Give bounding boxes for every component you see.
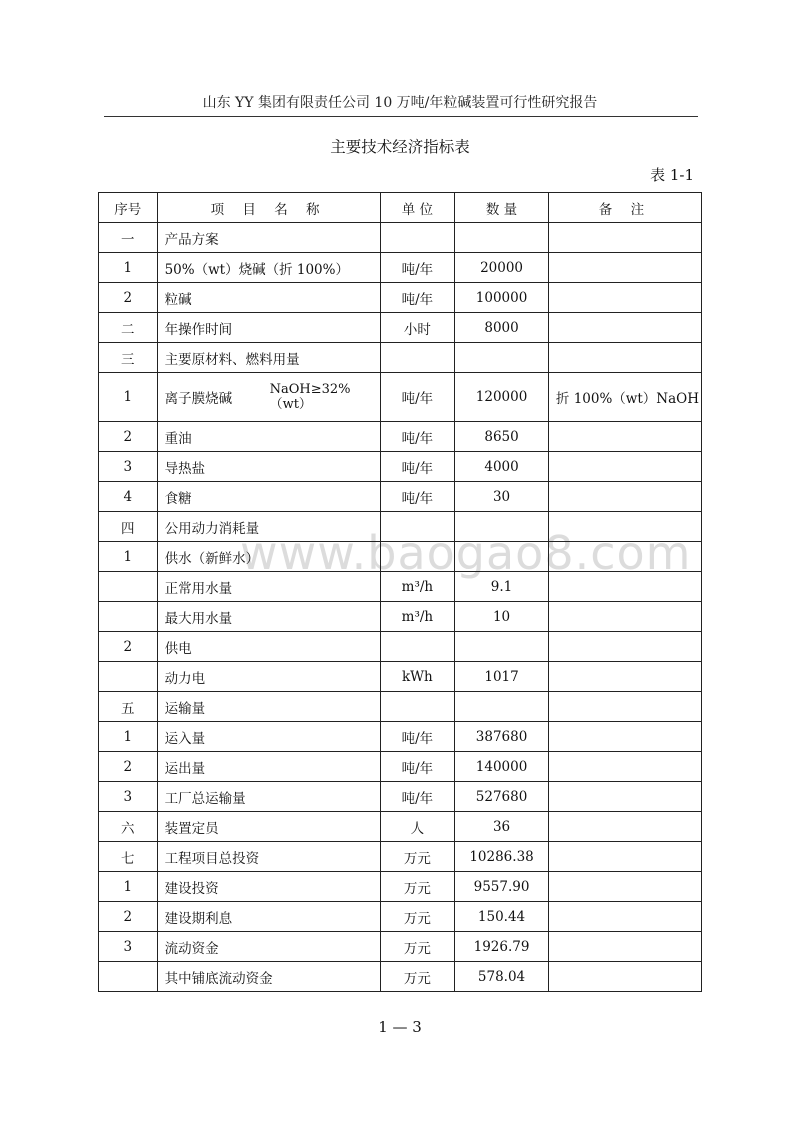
cell-qty: [455, 542, 549, 572]
cell-unit: 万元: [380, 932, 455, 962]
cell-item: 建设期利息: [157, 902, 380, 932]
cell-item: 其中铺底流动资金: [157, 962, 380, 992]
cell-qty: [455, 512, 549, 542]
cell-seq: 2: [99, 283, 158, 313]
cell-qty: 30: [455, 482, 549, 512]
header-item: 项 目 名 称: [157, 193, 380, 223]
cell-qty: [455, 632, 549, 662]
cell-item: 产品方案: [157, 223, 380, 253]
cell-qty: 1017: [455, 662, 549, 692]
cell-seq: [99, 572, 158, 602]
cell-unit: 万元: [380, 902, 455, 932]
cell-item: 工厂总运输量: [157, 782, 380, 812]
cell-note: [548, 542, 701, 572]
table-row: [99, 482, 702, 512]
header-qty: 数 量: [455, 193, 549, 223]
header-divider: [104, 116, 698, 117]
cell-seq: [99, 602, 158, 632]
cell-unit: 吨/年: [380, 373, 455, 422]
cell-item: 供电: [157, 632, 380, 662]
cell-seq: 4: [99, 482, 158, 512]
cell-qty: 8650: [455, 422, 549, 452]
cell-qty: 1926.79: [455, 932, 549, 962]
table-row: [99, 452, 702, 482]
cell-qty: [455, 223, 549, 253]
cell-item: 运输量: [157, 692, 380, 722]
table-row: [99, 373, 702, 422]
cell-item: 工程项目总投资: [157, 842, 380, 872]
cell-note: [548, 452, 701, 482]
cell-unit: 吨/年: [380, 722, 455, 752]
table-row: [99, 662, 702, 692]
cell-unit: 吨/年: [380, 253, 455, 283]
table-row: [99, 283, 702, 313]
document-title: 主要技术经济指标表: [330, 138, 470, 156]
cell-note: [548, 482, 701, 512]
cell-seq: 2: [99, 752, 158, 782]
cell-note: [548, 752, 701, 782]
cell-item: 食糖: [157, 482, 380, 512]
cell-qty: 20000: [455, 253, 549, 283]
cell-note: [548, 223, 701, 253]
cell-seq: 六: [99, 812, 158, 842]
cell-qty: 140000: [455, 752, 549, 782]
table-row: [99, 422, 702, 452]
cell-seq: 1: [99, 373, 158, 422]
cell-qty: 120000: [455, 373, 549, 422]
table-row: [99, 902, 702, 932]
table-row: [99, 752, 702, 782]
cell-item: [157, 373, 380, 422]
cell-qty: 36: [455, 812, 549, 842]
table-body: [99, 223, 702, 992]
cell-qty: 8000: [455, 313, 549, 343]
watermark: www.baogao8.com: [240, 526, 692, 580]
cell-note: [548, 283, 701, 313]
cell-seq: 1: [99, 872, 158, 902]
cell-item: 年操作时间: [157, 313, 380, 343]
cell-unit: 吨/年: [380, 452, 455, 482]
cell-note: [548, 662, 701, 692]
cell-qty: 527680: [455, 782, 549, 812]
table-row: [99, 223, 702, 253]
cell-item: 供水（新鲜水）: [157, 542, 380, 572]
cell-seq: 1: [99, 722, 158, 752]
cell-unit: m³/h: [380, 602, 455, 632]
cell-note: [548, 902, 701, 932]
cell-seq: 四: [99, 512, 158, 542]
cell-qty: 10286.38: [455, 842, 549, 872]
cell-unit: 万元: [380, 872, 455, 902]
table-row: [99, 872, 702, 902]
item-name: 离子膜烧碱: [164, 391, 233, 407]
cell-seq: 七: [99, 842, 158, 872]
cell-qty: 100000: [455, 283, 549, 313]
cell-item: 导热盐: [157, 452, 380, 482]
cell-item: 流动资金: [157, 932, 380, 962]
cell-item: 50%（wt）烧碱（折 100%）: [157, 253, 380, 283]
header-unit: 单 位: [380, 193, 455, 223]
cell-qty: 9.1: [455, 572, 549, 602]
indicator-table: [98, 192, 702, 992]
cell-note: [548, 722, 701, 752]
cell-unit: [380, 542, 455, 572]
cell-unit: 万元: [380, 962, 455, 992]
cell-note: [548, 602, 701, 632]
cell-note: [548, 343, 701, 373]
cell-unit: [380, 223, 455, 253]
cell-qty: 9557.90: [455, 872, 549, 902]
cell-qty: 10: [455, 602, 549, 632]
cell-item: 粒碱: [157, 283, 380, 313]
cell-note: [548, 632, 701, 662]
cell-seq: 2: [99, 422, 158, 452]
cell-qty: 387680: [455, 722, 549, 752]
cell-unit: 吨/年: [380, 422, 455, 452]
cell-item: 动力电: [157, 662, 380, 692]
cell-seq: 2: [99, 632, 158, 662]
table-row: [99, 632, 702, 662]
table-row: [99, 512, 702, 542]
table-row: [99, 343, 702, 373]
cell-seq: 3: [99, 452, 158, 482]
cell-item: 运出量: [157, 752, 380, 782]
cell-seq: 五: [99, 692, 158, 722]
cell-unit: 吨/年: [380, 782, 455, 812]
header-note: 备 注: [548, 193, 701, 223]
cell-note: [548, 692, 701, 722]
header-seq: 序号: [99, 193, 158, 223]
cell-item: 运入量: [157, 722, 380, 752]
cell-qty: [455, 343, 549, 373]
table-row: [99, 572, 702, 602]
cell-note: [548, 313, 701, 343]
cell-unit: [380, 343, 455, 373]
table-row: [99, 542, 702, 572]
cell-unit: [380, 632, 455, 662]
cell-note: 折 100%（wt）NaOH: [548, 373, 701, 422]
cell-seq: [99, 662, 158, 692]
cell-seq: 1: [99, 542, 158, 572]
cell-qty: 4000: [455, 452, 549, 482]
cell-note: [548, 962, 701, 992]
table-row: [99, 602, 702, 632]
cell-note: [548, 932, 701, 962]
table-row: [99, 253, 702, 283]
item-spec: NaOH≥32%（wt）: [269, 382, 351, 412]
cell-note: [548, 872, 701, 902]
cell-unit: 小时: [380, 313, 455, 343]
cell-item: 建设投资: [157, 872, 380, 902]
cell-seq: 一: [99, 223, 158, 253]
cell-unit: 吨/年: [380, 283, 455, 313]
table-row: [99, 962, 702, 992]
cell-unit: 吨/年: [380, 752, 455, 782]
cell-unit: 吨/年: [380, 482, 455, 512]
cell-item: 主要原材料、燃料用量: [157, 343, 380, 373]
cell-unit: [380, 512, 455, 542]
cell-item: 装置定员: [157, 812, 380, 842]
cell-seq: 1: [99, 253, 158, 283]
cell-note: [548, 253, 701, 283]
cell-seq: 二: [99, 313, 158, 343]
cell-qty: 578.04: [455, 962, 549, 992]
cell-seq: 3: [99, 932, 158, 962]
cell-qty: 150.44: [455, 902, 549, 932]
table-row: [99, 313, 702, 343]
cell-item: 正常用水量: [157, 572, 380, 602]
cell-seq: 2: [99, 902, 158, 932]
table-row: [99, 842, 702, 872]
cell-item: 公用动力消耗量: [157, 512, 380, 542]
table-row: [99, 782, 702, 812]
table-row: [99, 692, 702, 722]
table-row: [99, 812, 702, 842]
cell-item: 最大用水量: [157, 602, 380, 632]
table-row: [99, 722, 702, 752]
cell-unit: [380, 692, 455, 722]
cell-qty: [455, 692, 549, 722]
page-number: 1 — 3: [378, 1018, 422, 1036]
running-header: 山东 YY 集团有限责任公司 10 万吨/年粒碱装置可行性研究报告: [202, 95, 598, 111]
cell-item: 重油: [157, 422, 380, 452]
cell-seq: [99, 962, 158, 992]
cell-note: [548, 422, 701, 452]
cell-seq: 3: [99, 782, 158, 812]
cell-seq: 三: [99, 343, 158, 373]
cell-unit: m³/h: [380, 572, 455, 602]
cell-note: [548, 812, 701, 842]
cell-unit: 万元: [380, 842, 455, 872]
table-label: 表 1-1: [650, 166, 694, 184]
table-header-row: [99, 193, 702, 223]
cell-note: [548, 512, 701, 542]
cell-note: [548, 572, 701, 602]
cell-unit: kWh: [380, 662, 455, 692]
cell-note: [548, 782, 701, 812]
cell-note: [548, 842, 701, 872]
cell-unit: 人: [380, 812, 455, 842]
table-row: [99, 932, 702, 962]
